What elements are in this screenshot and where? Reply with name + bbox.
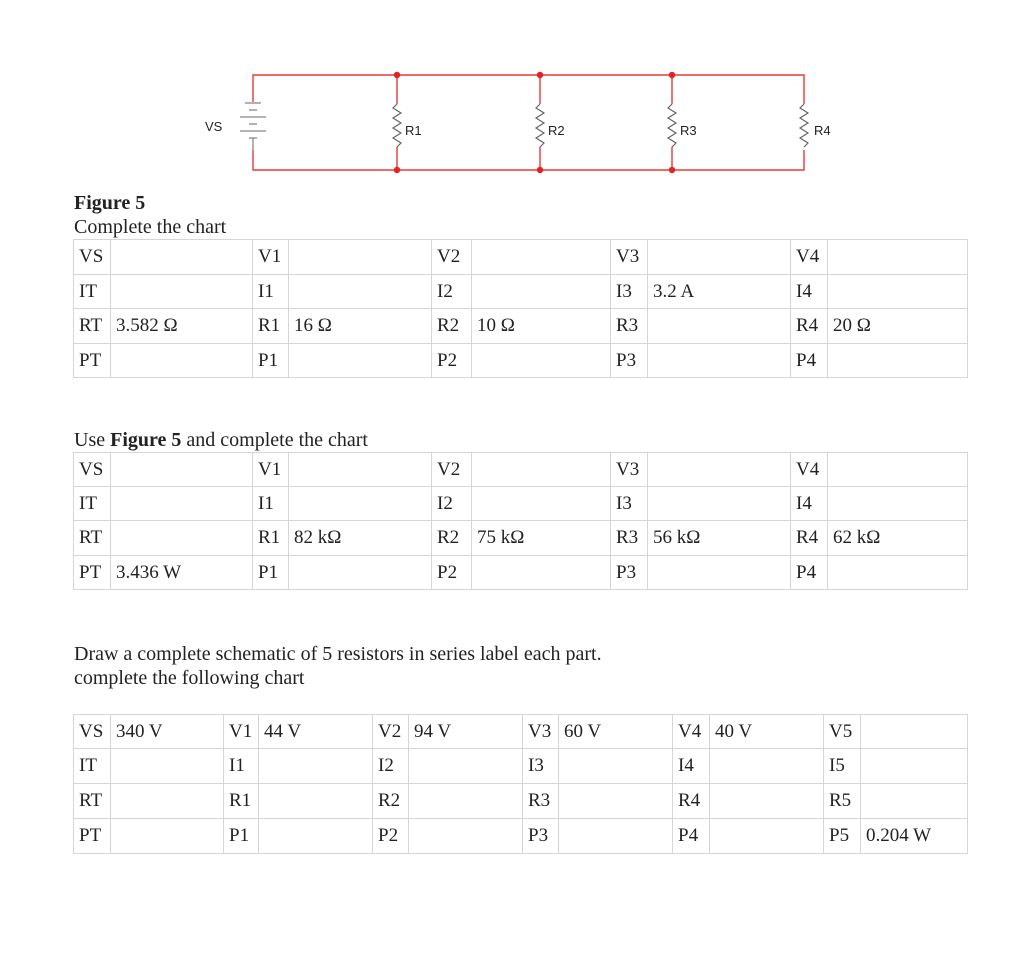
table-cell-value xyxy=(111,749,224,784)
table-cell-value xyxy=(289,275,432,309)
table-cell-value xyxy=(111,275,253,309)
table-cell-value xyxy=(648,487,791,521)
table-cell-value: 75 kΩ xyxy=(472,521,611,556)
table1 xyxy=(73,239,968,378)
table-cell-value: 340 V xyxy=(111,715,224,749)
table-cell-value xyxy=(409,784,523,819)
table-cell-value: 0.204 W xyxy=(861,819,968,854)
table-cell-label: V4 xyxy=(791,240,828,275)
table-cell-value: 94 V xyxy=(409,715,523,749)
battery-symbol xyxy=(240,103,266,150)
table-cell-label: R4 xyxy=(791,521,828,556)
table-cell-value xyxy=(409,749,523,784)
table-cell-label: R1 xyxy=(224,784,259,819)
table-cell-value xyxy=(111,487,253,521)
table-cell-value xyxy=(861,715,968,749)
table-row xyxy=(74,309,968,344)
instruction-line-1: Draw a complete schematic of 5 resistors in series label each part. xyxy=(74,643,602,665)
table-cell-label: I1 xyxy=(253,487,289,521)
table-cell-label: VS xyxy=(74,453,111,487)
table-cell-label: P2 xyxy=(432,344,472,378)
table2-caption-prefix: Use xyxy=(74,429,111,451)
table-cell-label: PT xyxy=(74,556,111,590)
table-cell-label: I2 xyxy=(432,487,472,521)
table-cell-label: V2 xyxy=(432,240,472,275)
table-cell-label: I4 xyxy=(673,749,710,784)
table-cell-label: R5 xyxy=(824,784,861,819)
table-cell-label: IT xyxy=(74,749,111,784)
table-cell-label: I1 xyxy=(224,749,259,784)
table-cell-label: V5 xyxy=(824,715,861,749)
table-cell-label: PT xyxy=(74,819,111,854)
table2 xyxy=(73,452,968,590)
resistor-r3 xyxy=(668,75,676,170)
resistor-label-r3: R3 xyxy=(680,123,697,138)
table-cell-label: V4 xyxy=(673,715,710,749)
table-cell-label: P3 xyxy=(523,819,559,854)
table-cell-label: I3 xyxy=(523,749,559,784)
table-cell-label: P1 xyxy=(224,819,259,854)
resistor-label-r2: R2 xyxy=(548,123,565,138)
table-cell-value xyxy=(559,784,673,819)
table-cell-value xyxy=(111,784,224,819)
table2-caption-bold: Figure 5 xyxy=(110,429,182,451)
table-cell-label: IT xyxy=(74,487,111,521)
table-cell-value xyxy=(472,556,611,590)
table-cell-value: 62 kΩ xyxy=(828,521,968,556)
table-cell-label: PT xyxy=(74,344,111,378)
table-cell-value xyxy=(259,749,373,784)
table1-caption: Complete the chart xyxy=(74,216,227,238)
table-cell-label: I5 xyxy=(824,749,861,784)
resistor-label-r4: R4 xyxy=(814,123,831,138)
circuit-wires xyxy=(253,75,804,170)
table-cell-label: P4 xyxy=(791,556,828,590)
table-cell-value xyxy=(710,784,824,819)
resistor-r4 xyxy=(800,104,808,147)
table-cell-value xyxy=(828,240,968,275)
table-row xyxy=(74,487,968,521)
table-cell-label: V2 xyxy=(432,453,472,487)
table-cell-label: V1 xyxy=(253,453,289,487)
table-cell-value xyxy=(111,344,253,378)
table-row xyxy=(74,344,968,378)
table-cell-value xyxy=(828,453,968,487)
table-row xyxy=(74,819,968,854)
table-row xyxy=(74,275,968,309)
table-cell-label: V3 xyxy=(611,453,648,487)
table-cell-value xyxy=(861,749,968,784)
table-cell-value xyxy=(111,240,253,275)
table-cell-value xyxy=(710,749,824,784)
table-cell-value xyxy=(828,487,968,521)
table-cell-label: P4 xyxy=(673,819,710,854)
table-cell-label: R2 xyxy=(432,309,472,344)
table-cell-value xyxy=(259,784,373,819)
table-cell-value xyxy=(710,819,824,854)
table-cell-value xyxy=(648,556,791,590)
table-cell-label: V1 xyxy=(224,715,259,749)
instruction-line-2: complete the following chart xyxy=(74,667,305,689)
resistor-label-r1: R1 xyxy=(405,123,422,138)
table-cell-value xyxy=(472,344,611,378)
table-cell-label: V1 xyxy=(253,240,289,275)
table2-caption xyxy=(74,429,368,451)
table-cell-label: R3 xyxy=(611,521,648,556)
table-cell-label: I1 xyxy=(253,275,289,309)
table-cell-label: I2 xyxy=(432,275,472,309)
table-cell-value xyxy=(259,819,373,854)
table-cell-value xyxy=(861,784,968,819)
table-cell-label: I4 xyxy=(791,275,828,309)
table-cell-label: P1 xyxy=(253,344,289,378)
table-cell-value xyxy=(828,275,968,309)
table-cell-value xyxy=(828,556,968,590)
figure-title: Figure 5 xyxy=(74,192,146,214)
table-cell-label: IT xyxy=(74,275,111,309)
table-cell-value xyxy=(289,344,432,378)
table-cell-value: 40 V xyxy=(710,715,824,749)
table3 xyxy=(73,714,968,854)
source-label: VS xyxy=(205,119,223,134)
resistor-r1 xyxy=(393,75,401,170)
table-cell-label: I2 xyxy=(373,749,409,784)
table-cell-value xyxy=(289,453,432,487)
table-cell-value xyxy=(111,521,253,556)
table-cell-value: 3.582 Ω xyxy=(111,309,253,344)
table-cell-label: P3 xyxy=(611,344,648,378)
table-cell-label: P2 xyxy=(432,556,472,590)
table-cell-value xyxy=(559,749,673,784)
table-cell-label: V2 xyxy=(373,715,409,749)
table-cell-label: I3 xyxy=(611,275,648,309)
table-cell-value xyxy=(559,819,673,854)
table-cell-value xyxy=(472,453,611,487)
circuit-schematic xyxy=(0,0,1024,200)
table-cell-value: 10 Ω xyxy=(472,309,611,344)
table-cell-label: P5 xyxy=(824,819,861,854)
table-cell-value: 20 Ω xyxy=(828,309,968,344)
table-cell-value: 60 V xyxy=(559,715,673,749)
table-cell-label: RT xyxy=(74,309,111,344)
table-cell-label: R1 xyxy=(253,309,289,344)
table-cell-label: RT xyxy=(74,784,111,819)
table-cell-value xyxy=(648,309,791,344)
table-cell-value: 16 Ω xyxy=(289,309,432,344)
table-row xyxy=(74,453,968,487)
table-row xyxy=(74,784,968,819)
table-cell-value: 3.2 A xyxy=(648,275,791,309)
table-cell-label: R4 xyxy=(673,784,710,819)
table2-caption-suffix: and complete the chart xyxy=(181,429,368,451)
table-cell-label: R2 xyxy=(373,784,409,819)
table-cell-label: R3 xyxy=(611,309,648,344)
table-cell-label: V4 xyxy=(791,453,828,487)
table-row xyxy=(74,556,968,590)
table-cell-value xyxy=(289,240,432,275)
table-cell-value: 56 kΩ xyxy=(648,521,791,556)
table-cell-value xyxy=(111,819,224,854)
table-cell-value xyxy=(648,240,791,275)
table-cell-value xyxy=(289,556,432,590)
table-cell-value xyxy=(648,453,791,487)
junction-nodes xyxy=(394,72,675,173)
table-row xyxy=(74,749,968,784)
table-cell-label: VS xyxy=(74,240,111,275)
table-cell-label: P1 xyxy=(253,556,289,590)
table-cell-value xyxy=(409,819,523,854)
table-cell-value xyxy=(472,240,611,275)
table-cell-label: V3 xyxy=(523,715,559,749)
table-cell-label: R4 xyxy=(791,309,828,344)
table-cell-label: P4 xyxy=(791,344,828,378)
table-cell-label: I3 xyxy=(611,487,648,521)
table-cell-label: P2 xyxy=(373,819,409,854)
table-cell-value xyxy=(111,453,253,487)
table-row xyxy=(74,240,968,275)
table-cell-label: I4 xyxy=(791,487,828,521)
table-cell-label: R2 xyxy=(432,521,472,556)
table-cell-value xyxy=(289,487,432,521)
table-cell-value xyxy=(472,487,611,521)
table-cell-label: RT xyxy=(74,521,111,556)
table-cell-value xyxy=(648,344,791,378)
table-cell-label: VS xyxy=(74,715,111,749)
table-cell-label: V3 xyxy=(611,240,648,275)
table-cell-value xyxy=(472,275,611,309)
table-cell-label: R1 xyxy=(253,521,289,556)
table-cell-value: 3.436 W xyxy=(111,556,253,590)
table-cell-value: 82 kΩ xyxy=(289,521,432,556)
table-cell-value xyxy=(828,344,968,378)
table-cell-label: R3 xyxy=(523,784,559,819)
resistor-r2 xyxy=(536,75,544,170)
table-cell-label: P3 xyxy=(611,556,648,590)
table-cell-value: 44 V xyxy=(259,715,373,749)
table-row xyxy=(74,521,968,556)
table-row xyxy=(74,715,968,749)
